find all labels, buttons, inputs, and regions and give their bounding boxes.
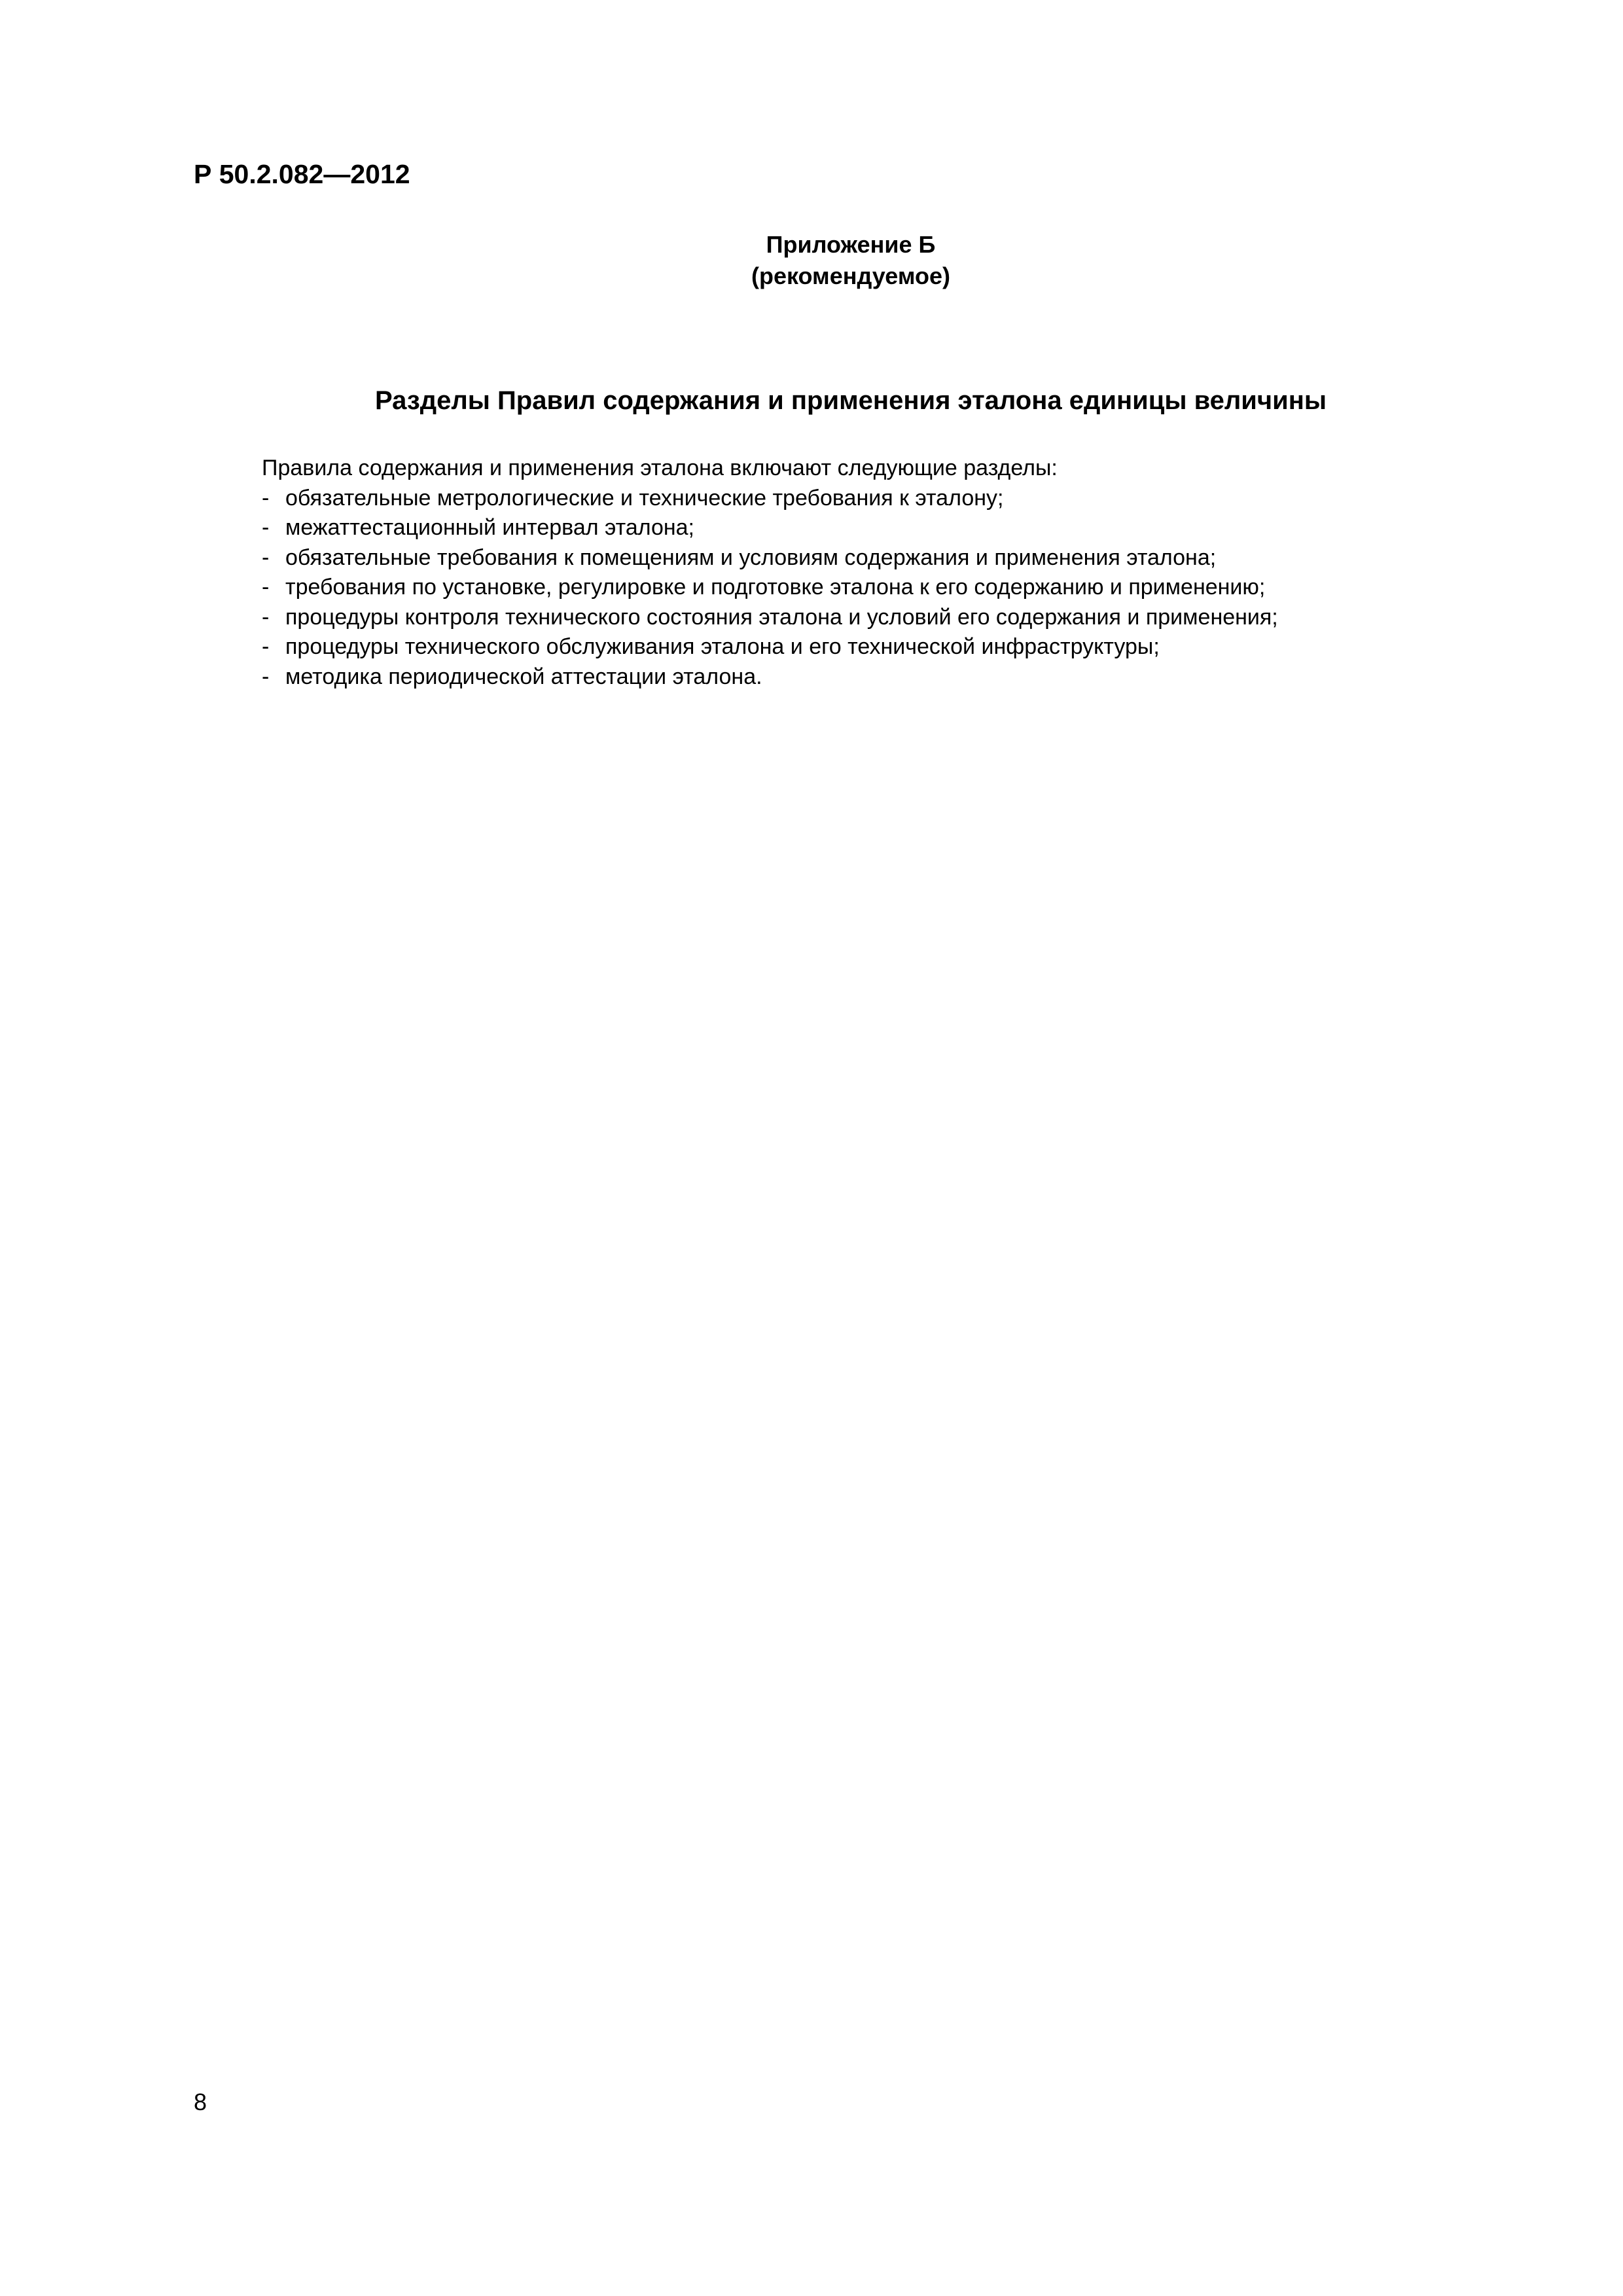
list-item-text: обязательные метрологические и технические требования к эталону; [285,485,1004,511]
list-item [262,603,1433,633]
list-bullet: - [262,604,270,630]
annex-heading [0,229,1623,292]
list-bullet: - [262,515,270,540]
list-item [262,573,1433,603]
body-text [262,454,1433,692]
annex-status: (рекомендуемое) [751,262,950,289]
list-bullet: - [262,485,270,511]
list-item [262,632,1433,662]
document-code: Р 50.2.082—2012 [194,159,410,189]
list-item-text: межаттестационный интервал эталона; [285,515,694,540]
list-item-text: методика периодической аттестации эталона. [285,664,762,689]
list-bullet: - [262,634,270,659]
list-item-text: процедуры технического обслуживания эталона и его технической инфраструктуры; [285,634,1160,659]
list-item-text: процедуры контроля технического состояния эталона и условий его содержания и применения; [285,604,1278,630]
intro-paragraph: Правила содержания и применения эталона включают следующие разделы: [262,456,1058,480]
list-bullet: - [262,664,270,689]
list-bullet: - [262,545,270,570]
list-item [262,484,1433,514]
list-item [262,513,1433,543]
annex-title: Приложение Б [766,231,936,258]
list-item-text: обязательные требования к помещениям и условиям содержания и применения эталона; [285,545,1217,570]
list-item-text: требования по установке, регулировке и подготовке эталона к его содержанию и применению; [285,575,1266,600]
sections-list [262,484,1433,692]
list-bullet: - [262,575,270,600]
section-title: Разделы Правил содержания и применения эталона единицы величины [374,386,1327,415]
list-item [262,662,1433,692]
list-item [262,543,1433,573]
page-number: 8 [194,2089,207,2115]
